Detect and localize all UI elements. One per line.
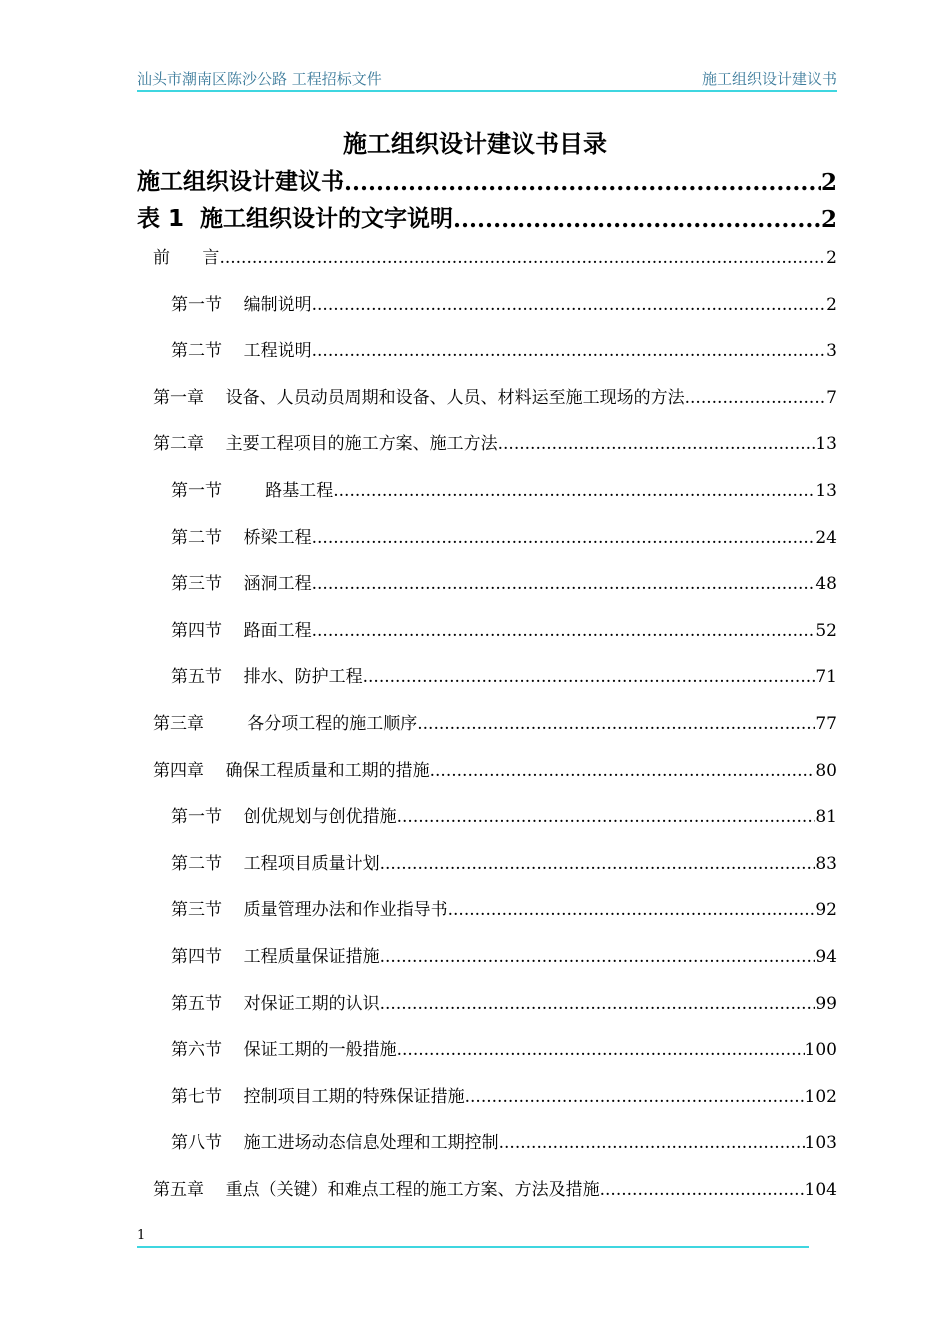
toc-entry-label: 第一节 编制说明 (171, 294, 312, 315)
toc-leader-dots (380, 947, 816, 967)
toc-entry-page: 13 (815, 481, 837, 501)
toc-leader-dots (685, 388, 827, 408)
toc-entry-page: 2 (820, 206, 837, 233)
toc-entry[interactable] (171, 1083, 837, 1107)
toc-leader-dots (380, 994, 816, 1014)
toc-leader-dots (312, 295, 827, 315)
toc-entry[interactable] (171, 524, 837, 548)
page-header (137, 66, 837, 92)
toc-entry[interactable] (171, 803, 837, 827)
toc-leader-dots (600, 1180, 805, 1200)
toc-leader-dots (397, 807, 816, 827)
toc-leader-dots (430, 761, 816, 781)
toc-entry-label: 第五节 排水、防护工程 (171, 667, 363, 688)
toc-entry-page: 2 (826, 294, 837, 315)
toc-entry-label: 第五节 对保证工期的认识 (171, 993, 380, 1014)
toc-entry-label: 第二节 桥梁工程 (171, 527, 312, 548)
toc-entry-label: 第七节 控制项目工期的特殊保证措施 (171, 1086, 465, 1107)
toc-leader-dots (333, 481, 815, 501)
toc-leader-dots (219, 248, 826, 268)
header-left-text: 汕头市潮南区陈沙公路 工程招标文件 (137, 70, 382, 88)
toc-entry-label: 第三章 各分项工程的施工顺序 (153, 714, 418, 734)
toc-entry-page: 81 (815, 807, 837, 828)
toc-entry-label: 第三节 质量管理办法和作业指导书 (171, 900, 448, 921)
page-footer (137, 1228, 809, 1248)
toc-entry-label: 第五章 重点（关键）和难点工程的施工方案、方法及措施 (153, 1180, 600, 1200)
toc-entry[interactable] (171, 617, 837, 641)
toc-entry-page: 80 (815, 760, 837, 781)
toc-entry[interactable] (171, 477, 837, 501)
toc-leader-dots (344, 169, 821, 196)
toc-entry-label: 第八节 施工进场动态信息处理和工期控制 (171, 1133, 499, 1154)
toc-leader-dots (312, 528, 816, 548)
toc-entry[interactable] (171, 850, 837, 874)
toc-entry-page: 94 (815, 947, 837, 967)
toc-leader-dots (499, 1133, 805, 1153)
page-number: 1 (137, 1228, 146, 1243)
toc-entry-page: 102 (804, 1086, 837, 1107)
toc-leader-dots (448, 900, 816, 920)
toc-entry[interactable] (153, 384, 837, 408)
toc-leader-dots (380, 854, 816, 874)
toc-entry-page: 2 (820, 169, 837, 196)
toc-entry[interactable] (171, 990, 837, 1014)
toc-leader-dots (417, 714, 815, 734)
toc-entry-page: 99 (815, 993, 837, 1014)
toc-entry[interactable] (137, 201, 837, 233)
toc-entry-label: 第三节 涵洞工程 (171, 574, 312, 595)
toc-entry-page: 71 (815, 667, 837, 688)
toc-entry-page: 83 (815, 853, 837, 874)
toc-leader-dots (312, 574, 816, 594)
toc-entry[interactable] (171, 291, 837, 315)
toc-title: 施工组织设计建议书目录 (343, 130, 607, 158)
toc-entry[interactable] (171, 896, 837, 920)
toc-entry[interactable] (171, 943, 837, 967)
toc-entry-label: 第四章 确保工程质量和工期的措施 (153, 760, 430, 781)
toc-entry-label: 第二节 工程说明 (171, 341, 312, 362)
toc-entry-page: 24 (815, 527, 837, 548)
toc-entry-page: 77 (815, 714, 837, 734)
toc-entry-page: 48 (815, 574, 837, 595)
toc-entry[interactable] (153, 757, 837, 781)
toc-entry-label: 表 1 施工组织设计的文字说明 (137, 206, 454, 232)
toc-entry-page: 3 (826, 341, 837, 362)
toc-leader-dots (363, 667, 816, 687)
toc-entry-label: 施工组织设计建议书 (137, 169, 344, 195)
toc-leader-dots (397, 1040, 805, 1060)
toc-entry-label: 第二节 工程项目质量计划 (171, 853, 380, 874)
toc-entry[interactable] (171, 1036, 837, 1060)
toc-entry-label: 第四节 路面工程 (171, 620, 312, 641)
toc-entry-page: 100 (804, 1040, 837, 1061)
toc-entry-page: 104 (804, 1180, 837, 1200)
toc-entry[interactable] (153, 710, 837, 734)
toc-entry[interactable] (153, 1176, 837, 1200)
toc-entry-label: 第一节 路基工程 (171, 481, 334, 501)
toc-leader-dots (312, 341, 827, 361)
toc-entry-page: 7 (826, 387, 837, 408)
toc-entry-page: 13 (815, 434, 837, 455)
toc-entry-page: 2 (826, 248, 837, 268)
toc-entry-page: 92 (815, 900, 837, 921)
toc-leader-dots (453, 206, 821, 233)
toc-entry-label: 第一章 设备、人员动员周期和设备、人员、材料运至施工现场的方法 (153, 387, 685, 408)
toc-entry[interactable] (153, 430, 837, 454)
toc-entry-label: 第四节 工程质量保证措施 (171, 947, 380, 967)
toc-leader-dots (312, 621, 816, 641)
toc-entry[interactable] (137, 164, 837, 196)
toc-leader-dots (465, 1087, 805, 1107)
toc-entry-label: 前 言 (153, 248, 220, 268)
toc-leader-dots (498, 434, 816, 454)
toc-entry-label: 第二章 主要工程项目的施工方案、施工方法 (153, 434, 498, 455)
toc-entry[interactable] (171, 1129, 837, 1153)
toc-entry-page: 103 (804, 1133, 837, 1154)
header-right-text: 施工组织设计建议书 (701, 70, 837, 88)
toc-entry[interactable] (171, 663, 837, 687)
toc-entry-label: 第六节 保证工期的一般措施 (171, 1040, 397, 1061)
toc-entry[interactable] (171, 570, 837, 594)
toc-entry[interactable] (153, 244, 837, 268)
toc-entry-label: 第一节 创优规划与创优措施 (171, 807, 397, 828)
toc-entry-page: 52 (815, 620, 837, 641)
toc-entry[interactable] (171, 337, 837, 361)
